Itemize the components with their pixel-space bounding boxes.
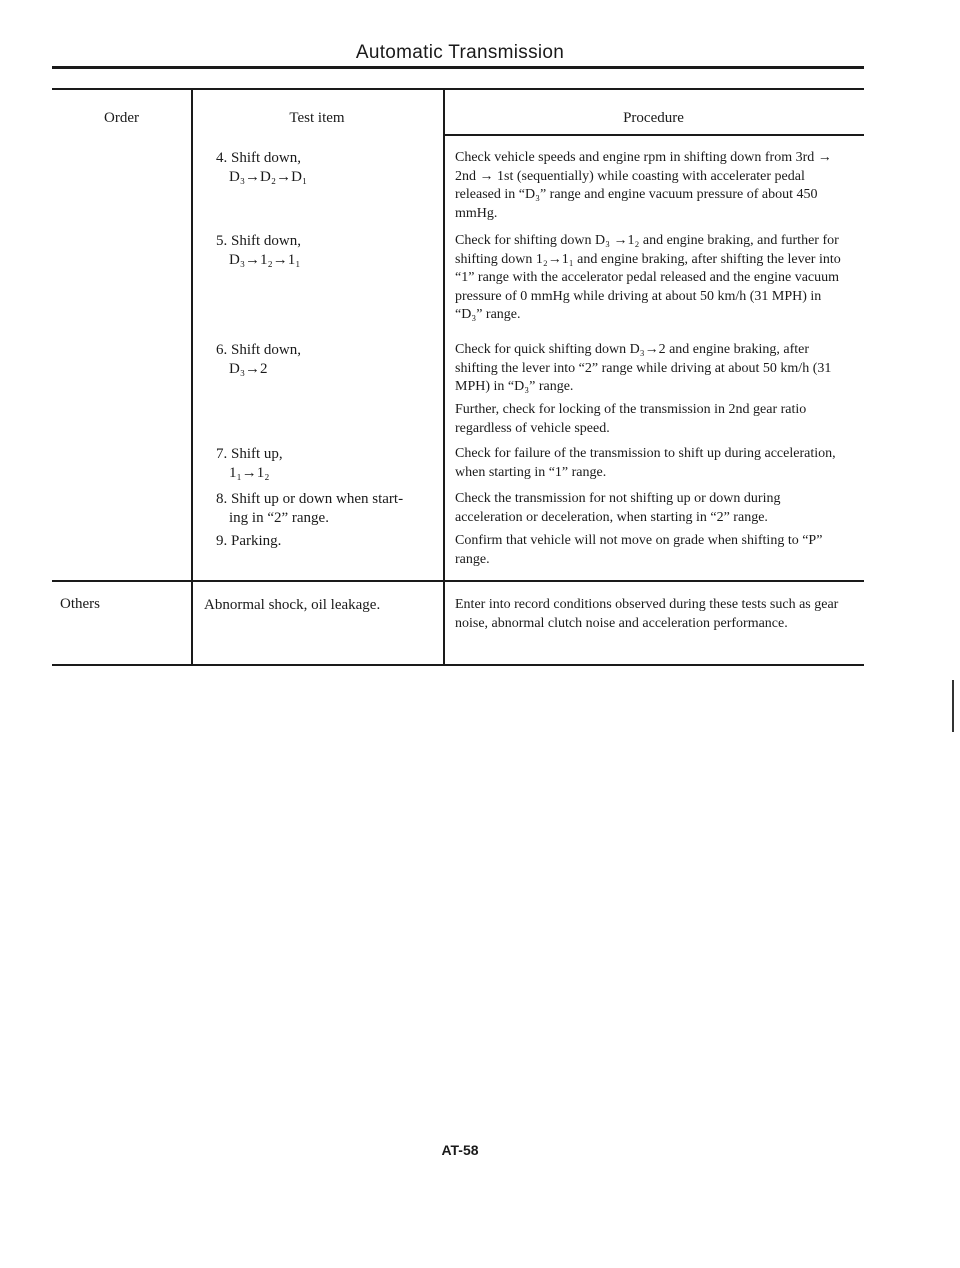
- table-bottom-rule: [52, 664, 864, 666]
- column-header-procedure: Procedure: [623, 110, 684, 126]
- page-number: AT-58: [441, 1142, 479, 1158]
- column-header-test-item: Test item: [289, 110, 345, 126]
- header-rule: [52, 66, 864, 69]
- scan-edge-mark: [952, 680, 954, 732]
- page-title: Automatic Transmission: [355, 42, 565, 63]
- test-item-7: 7. Shift up, 1₁→1₂: [216, 446, 283, 481]
- procedure-8: Check the transmission for not shifting up or down during acceleration or deceleration, when starting in “2” range.: [455, 491, 781, 525]
- test-item-4: 4. Shift down, D₃→D₂→D₁: [216, 150, 308, 185]
- procedure-6-extra: Further, check for locking of the transmission in 2nd gear ratio regardless of vehicle speed.: [455, 402, 807, 436]
- procedure-others: Enter into record conditions observed during these tests such as gear noise, abnormal clutch noise and acceleration performance.: [455, 597, 839, 631]
- procedure-9: Confirm that vehicle will not move on grade when shifting to “P” range.: [455, 533, 823, 567]
- test-item-9: 9. Parking.: [216, 533, 282, 549]
- header-divider: [443, 134, 864, 136]
- procedure-4: Check vehicle speeds and engine rpm in shifting down from 3rd → 2nd → 1st (sequentially) while coasting with accelerater pedal released in “D₃” range and engine vacuum pressure of about 450 mmHg.: [455, 150, 832, 221]
- test-table: [52, 88, 864, 666]
- table-top-rule: [52, 88, 864, 90]
- section-divider: [52, 580, 864, 582]
- test-item-others: Abnormal shock, oil leakage.: [204, 597, 381, 613]
- procedure-7: Check for failure of the transmission to shift up during acceleration, when starting in “1” range.: [455, 446, 836, 480]
- test-item-8: 8. Shift up or down when start- ing in “2” range.: [216, 491, 404, 526]
- procedure-5: Check for shifting down D₃ →1₂ and engine braking, and further for shifting down 1₂→1₁ and engine braking, after shifting the lever into “1” range with the accelerator pedal released and the engine vacuum pressure of 0 mmHg while driving at about 50 km/h (31 MPH) in “D₃” range.: [455, 233, 841, 322]
- procedure-6: Check for quick shifting down D₃→2 and engine braking, after shifting the lever into “2” range while driving at about 50 km/h (31 MPH) in “D₃” range.: [455, 342, 832, 394]
- column-header-order: Order: [104, 110, 139, 126]
- order-others: Others: [60, 596, 100, 612]
- test-item-6: 6. Shift down, D₃→2: [216, 342, 302, 377]
- test-item-5: 5. Shift down, D₃→1₂→1₁: [216, 233, 302, 268]
